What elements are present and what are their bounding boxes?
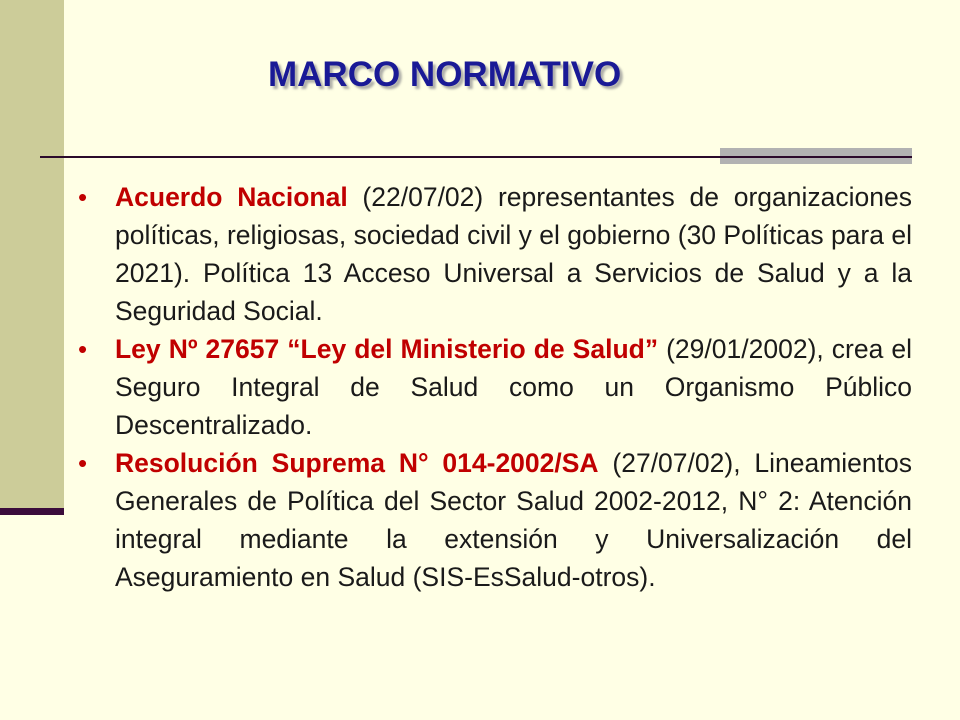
list-item [78, 330, 912, 444]
bullet-icon: • [78, 448, 88, 478]
left-decorative-bar [0, 0, 64, 510]
list-item [78, 444, 912, 596]
left-bar-accent [0, 508, 64, 515]
title-rule-grey-bottom [720, 158, 912, 164]
bullet-icon: • [78, 334, 88, 364]
item-text: (29/01/2002), crea el Seguro Integral de Salud como un Organismo Público Descentralizado. [115, 334, 912, 440]
item-lead: Acuerdo Nacional [115, 182, 348, 212]
item-text: (27/07/02), Lineamientos Generales de Política del Sector Salud 2002-2012, N° 2: Atención integral mediante la extensión y Universalización del Aseguramiento en Salud (SIS-EsSalud-otros). [115, 448, 912, 592]
item-lead: Ley Nº 27657 “Ley del Ministerio de Salud” [115, 334, 659, 364]
slide-title: MARCO NORMATIVO [268, 55, 622, 94]
item-text: (22/07/02) representantes de organizaciones políticas, religiosas, sociedad civil y el gobierno (30 Políticas para el 2021). Política 13 Acceso Universal a Servicios de Salud y a la Seguridad Social. [115, 182, 912, 326]
title-rule-grey-top [720, 148, 912, 156]
bullet-list [78, 178, 912, 596]
list-item [78, 178, 912, 330]
bullet-icon: • [78, 182, 88, 212]
item-lead: Resolución Suprema N° 014-2002/SA [115, 448, 599, 478]
